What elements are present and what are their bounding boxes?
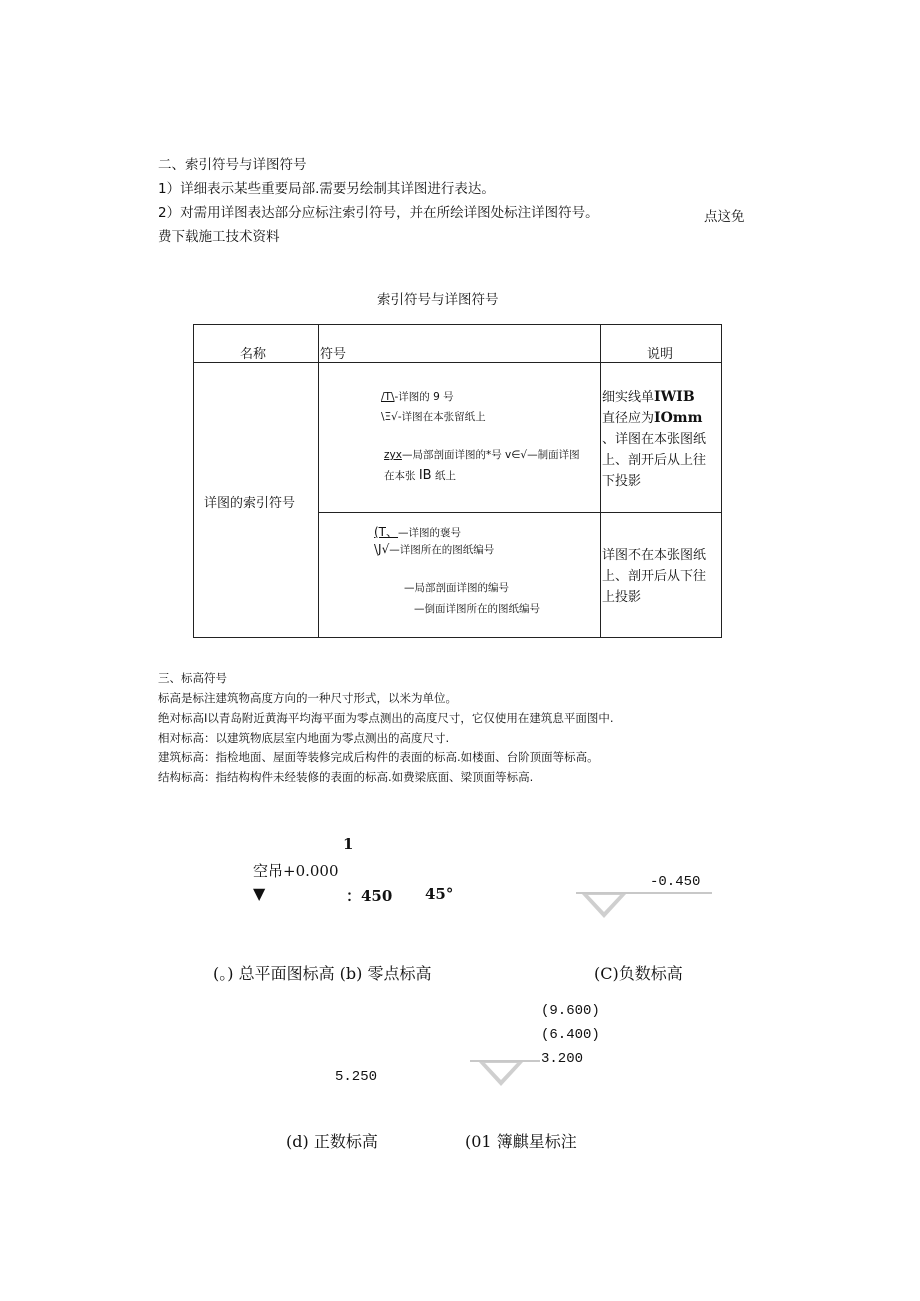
elevation-3200: 3.200 [541,1051,584,1067]
symbol-line [374,523,461,540]
section3-line: 标高是标注建筑物高度方向的一种尺寸形式，以米为单位。 [158,691,457,705]
zero-elevation-label: 空吊+0.000 [253,862,339,880]
symbol-glyph: \J√ [374,542,390,556]
description-1 [602,387,722,492]
elevation-6400: (6.400) [541,1027,600,1043]
section3-line: 建筑标高：指检地面、屋面等装修完成后构件的表面的标高.如楼面、台阶顶面等标高。 [158,750,599,764]
desc-value: IWIB [654,389,695,405]
symbol-line [381,389,454,404]
symbol-glyph: /T\ [381,391,395,403]
symbol-glyph: IB [418,468,432,483]
symbol-glyph: zyx [384,449,402,461]
symbol-note: —局部剖面详图的*号 v∈√—制面详图 [401,449,580,461]
download-link-part2[interactable]: 费下载施工技术资料 [158,229,280,245]
table-divider [318,512,721,513]
caption-c: (C)负数标高 [594,964,683,983]
symbol-line [384,468,456,483]
section3-line: 相对标高：以建筑物底层室内地面为零点测出的高度尺寸. [158,731,450,745]
triangle-inner [588,895,620,912]
desc-text: 下投影 [602,474,642,489]
negative-elevation-value: -0.450 [650,874,701,890]
section2-line2: 2）对需用详图表达部分应标注索引符号，并在所绘详图处标注详图符号。 [158,205,599,221]
desc-text: 上投影 [602,590,642,605]
desc-text: 详图不在本张图纸 [602,548,707,563]
symbol-glyph: (T、 [374,525,399,539]
symbol-note: —局部剖面详图的编号 [404,582,509,594]
section2-line1: 1）详细表示某些重要局部.需要另绘制其详图进行表达。 [158,181,495,197]
caption-e: (01 簿麒星标注 [465,1132,577,1151]
download-link-part1[interactable]: 点这免 [704,209,745,225]
description-2 [602,545,722,608]
section3-heading: 三、标高符号 [158,671,227,685]
section3-line: 结构标高：指结构构件未经装修的表面的标高.如费梁底面、梁顶面等标高. [158,770,534,784]
symbol-line [381,409,486,424]
symbol-note: —详图的褒号 [398,527,462,539]
section3-line: 绝对标高Ⅰ以青岛附近黄海平均海平面为零点测出的高度尺寸，它仅使用在建筑息平面图中. [158,711,614,725]
desc-text: 细实线单 [602,390,655,405]
symbol-note: 纸上 [434,470,456,482]
value-450: ：450 [346,887,393,905]
figure-number: 1 [343,835,354,853]
symbol-note: —详图所在的图纸编号 [389,544,495,556]
symbol-glyph: \Ξ√ [381,411,398,423]
header-description: 说明 [647,347,674,362]
elevation-9600: (9.600) [541,1003,600,1019]
desc-text: 直径应为 [602,411,655,426]
desc-text: 上、剖开后从上往 [602,453,707,468]
symbol-note: —倒面详图所在的图纸编号 [414,603,540,615]
caption-ab: (。) 总平面图标高 (b) 零点标高 [213,964,432,983]
desc-value: IOmm [654,410,703,426]
elevation-5250: 5.250 [335,1069,378,1085]
desc-text: 、详图在本张图纸 [602,432,707,447]
table-divider [194,362,721,363]
caption-d: (d) 正数标高 [286,1132,378,1151]
table-divider [318,325,319,637]
index-symbol-table [193,324,722,638]
triangle-inner [485,1063,517,1080]
value-45-degrees: 45° [425,885,454,903]
row-name: 详图的索引符号 [204,496,296,511]
header-symbol: 符号 [320,347,347,362]
header-name: 名称 [240,347,267,362]
section2-heading: 二、索引符号与详图符号 [158,157,307,173]
symbol-note: -详图的 9 号 [394,391,454,403]
symbol-note: -详图在本张留纸上 [397,411,486,423]
symbol-line [374,542,494,557]
table-title: 索引符号与详图符号 [377,292,499,308]
solid-triangle-icon: ▼ [253,884,266,903]
symbol-line [384,447,580,462]
desc-text: 上、剖开后从下往 [602,569,707,584]
symbol-note: 在本张 [384,470,416,482]
table-divider [600,325,601,637]
